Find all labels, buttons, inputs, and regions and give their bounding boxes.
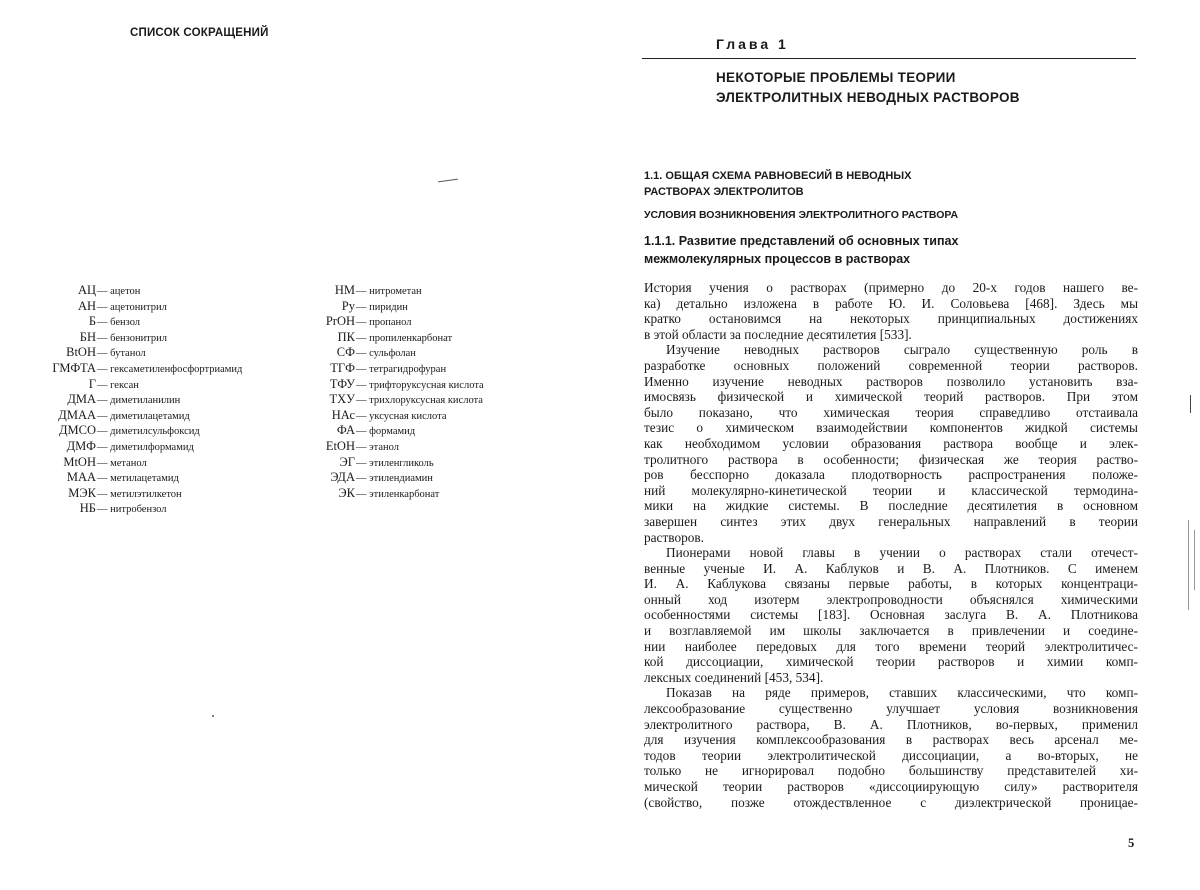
abbreviation-key: BtOH — [66, 345, 96, 360]
abbreviation-definition: — уксусная кислота — [356, 410, 447, 422]
abbreviation-row — [20, 486, 242, 502]
text-line: лексных соединений [453, 534]. — [644, 669, 824, 685]
abbreviation-key: Ру — [341, 298, 355, 313]
abbreviation-key: ЭК — [338, 485, 355, 500]
text-line: Изучение неводных растворов сыграло существенную роль в — [666, 342, 1138, 358]
abbreviation-definition: — бутанол — [97, 348, 146, 360]
abbreviation-row — [20, 408, 242, 424]
abbreviation-row — [20, 423, 242, 439]
text-line: электролитного раствора, В. А. Плотников, во-первых, применил — [644, 716, 1138, 732]
abbreviation-definition: — бензол — [97, 317, 141, 329]
section-title-line: 1.1. ОБЩАЯ СХЕМА РАВНОВЕСИЙ В НЕВОДНЫХ — [644, 170, 912, 182]
abbreviation-key: ТФУ — [329, 376, 355, 391]
text-line: растворов. — [644, 529, 704, 545]
abbreviation-row — [300, 299, 484, 315]
abbreviation-key: ТХУ — [329, 392, 355, 407]
abbreviation-definition: — диметилсульфоксид — [97, 426, 200, 438]
abbreviation-row — [20, 455, 242, 471]
abbreviation-key: БН — [79, 329, 96, 344]
abbreviation-key: ТГФ — [330, 360, 355, 375]
text-line: ров бесспорно доказала плодотворность распространения положе- — [644, 467, 1138, 483]
abbreviation-key: ЭГ — [339, 454, 355, 469]
text-line: Именно изучение неводных растворов позволило установить вза- — [644, 373, 1138, 389]
abbreviations-column-2 — [300, 283, 484, 501]
abbreviation-definition: — ацетонитрил — [97, 301, 167, 313]
abbreviation-row — [20, 345, 242, 361]
abbreviation-definition: — бензонитрил — [97, 332, 168, 344]
abbreviation-key: НАс — [331, 407, 355, 422]
abbreviation-definition: — пропиленкарбонат — [356, 332, 453, 344]
abbreviation-row — [300, 330, 484, 346]
text-line: венные ученые И. А. Каблуков и В. А. Плотников. С именем — [644, 560, 1138, 576]
margin-mark — [1188, 520, 1189, 610]
section-title — [644, 168, 911, 200]
text-line: тролитного раствора в особенности; физическая же теория раство- — [644, 451, 1138, 467]
abbreviation-row — [20, 314, 242, 330]
abbreviation-row — [300, 439, 484, 455]
abbreviation-definition: — нитрометан — [356, 286, 422, 297]
abbreviation-definition: — пиридин — [356, 301, 408, 313]
text-line: онный ход изотерм электропроводности объяснялся химическими — [644, 591, 1138, 607]
abbreviation-definition: — метилацетамид — [97, 473, 179, 485]
text-line: разработке основных положений современной теории растворов. — [644, 357, 1138, 373]
abbreviation-row — [20, 299, 242, 315]
abbreviation-row — [300, 408, 484, 424]
abbreviation-definition: — сульфолан — [356, 348, 416, 360]
text-line: особенностями системы [183]. Основная заслуга В. А. Плотникова — [644, 607, 1138, 623]
margin-mark — [1190, 395, 1191, 413]
right-page — [600, 0, 1200, 890]
abbreviation-definition: — ацетон — [97, 286, 141, 297]
abbreviation-row — [20, 501, 242, 517]
text-line: (свойство, позже отождествленное с диэлектрической проницае- — [644, 794, 1138, 810]
abbreviation-definition: — гексан — [97, 379, 139, 391]
subsubsection-title-line: 1.1.1. Развитие представлений об основных типах — [644, 234, 959, 248]
abbreviation-row — [300, 361, 484, 377]
abbreviation-key: НМ — [334, 283, 355, 297]
text-line: История учения о растворах (примерно до 20-х годов нашего ве- — [644, 280, 1138, 295]
abbreviation-definition: — пропанол — [356, 317, 412, 329]
abbreviation-key: АН — [77, 298, 96, 313]
abbreviation-row — [300, 486, 484, 502]
page-number: 5 — [1128, 836, 1135, 850]
text-line: лексообразование существенно улучшает условия возникновения — [644, 701, 1138, 717]
abbreviation-key: PrOH — [325, 314, 355, 329]
abbreviation-key: АЦ — [77, 283, 96, 297]
text-line: нии наиболее передовых для того времени теорий электролитичес- — [644, 638, 1138, 654]
subsubsection-title — [644, 232, 958, 268]
header-rule — [642, 58, 1136, 59]
abbreviation-row — [300, 377, 484, 393]
abbreviation-key: ДМА — [67, 392, 96, 407]
text-line: ний молекулярно-кинетической теории и классической термодина- — [644, 482, 1138, 498]
text-line: имосвязь физической и химической теорий растворов. При этом — [644, 389, 1138, 405]
abbreviations-column-1 — [20, 283, 242, 517]
abbreviation-key: СФ — [336, 345, 355, 360]
abbreviation-definition: — диметилацетамид — [97, 410, 190, 422]
text-line: для изучения комплексообразования в растворах весь арсенал ме- — [644, 732, 1138, 748]
text-line: мической теории растворов «диссоциирующую силу» растворителя — [644, 779, 1138, 794]
text-line: и возглавляемой им школы заключается в привлечении и соедине- — [644, 623, 1138, 639]
abbreviation-key: ЭДА — [330, 470, 355, 485]
abbreviation-row — [20, 361, 242, 377]
text-line: ка) детально изложена в работе Ю. И. Соловьева [468]. Здесь мы — [644, 295, 1138, 311]
text-line: как необходимом условии образования раствора вообще и элек- — [644, 435, 1138, 451]
abbreviation-key: EtOH — [325, 438, 355, 453]
abbreviation-key: ПК — [337, 329, 355, 344]
text-line: Показав на ряде примеров, ставших классическими, что комп- — [666, 685, 1138, 701]
abbreviation-definition: — нитробензол — [97, 504, 167, 516]
chapter-title-line: НЕКОТОРЫЕ ПРОБЛЕМЫ ТЕОРИИ — [716, 70, 956, 85]
abbreviation-definition: — этилендиамин — [356, 473, 433, 485]
abbreviation-definition: — этиленгликоль — [356, 457, 434, 469]
abbreviation-key: ДМСО — [58, 423, 96, 438]
abbreviation-row — [20, 392, 242, 408]
abbreviation-row — [300, 283, 484, 299]
abbreviation-row — [300, 392, 484, 408]
text-line: завершен синтез этих двух генеральных направлений в теории — [644, 513, 1138, 529]
abbreviation-row — [300, 345, 484, 361]
abbreviation-definition: — метилэтилкетон — [97, 488, 182, 500]
abbreviation-row — [300, 455, 484, 471]
abbreviation-key: ФА — [336, 423, 355, 438]
abbreviation-definition: — трихлоруксусная кислота — [356, 395, 483, 407]
abbreviation-key: МАА — [66, 470, 96, 485]
abbreviation-row — [20, 377, 242, 393]
stray-dot — [212, 715, 214, 717]
text-line: тезис о химическом взаимодействии компонентов жидкой системы — [644, 420, 1138, 436]
text-line: И. А. Каблукова связаны первые работы, в которых концентраци- — [644, 576, 1138, 592]
section-title-line: РАСТВОРАХ ЭЛЕКТРОЛИТОВ — [644, 186, 804, 198]
abbreviation-row — [300, 470, 484, 486]
text-line: кратко остановимся на некоторых принципиальных достижениях — [644, 311, 1138, 327]
subsubsection-title-line: межмолекулярных процессов в растворах — [644, 252, 911, 266]
text-line: только не игнорировал подобно большинству представителей хи- — [644, 763, 1138, 779]
stray-mark — [438, 179, 458, 183]
abbreviation-key: Б — [88, 314, 96, 329]
margin-mark — [1194, 530, 1195, 590]
text-line: тодов теории электролитической диссоциации, а во-вторых, не — [644, 747, 1138, 763]
text-line: мики на жидкие системы. В последние десятилетия в основном — [644, 498, 1138, 514]
abbreviation-definition: — формамид — [356, 426, 416, 438]
chapter-title — [716, 68, 1020, 108]
text-line: Пионерами новой главы в учении о растворах стали отечест- — [666, 545, 1138, 561]
abbreviation-definition: — диметилформамид — [97, 441, 194, 453]
text-line: в этой области за последние десятилетия [533]. — [644, 326, 912, 342]
abbreviation-definition: — метанол — [97, 457, 147, 469]
abbreviation-key: MtOH — [63, 454, 96, 469]
abbreviation-definition: — этиленкарбонат — [356, 488, 440, 500]
abbreviation-key: Г — [88, 376, 96, 391]
abbreviation-definition: — диметиланилин — [97, 395, 181, 407]
abbreviation-row — [20, 330, 242, 346]
abbreviation-row — [20, 439, 242, 455]
abbreviation-row — [300, 314, 484, 330]
abbreviation-definition: — гексаметиленфосфортриамид — [97, 363, 243, 375]
abbreviation-key: ДМФ — [66, 438, 96, 453]
abbreviation-definition: — этанол — [356, 441, 399, 453]
abbreviations-title: СПИСОК СОКРАЩЕНИЙ — [130, 27, 269, 39]
text-line: было показано, что химическая теория справедливо отстаивала — [644, 404, 1138, 420]
abbreviation-definition: — трифторуксусная кислота — [356, 379, 484, 391]
body-text — [644, 280, 1138, 810]
abbreviation-row — [300, 423, 484, 439]
abbreviation-definition: — тетрагидрофуран — [356, 363, 447, 375]
abbreviation-row — [20, 470, 242, 486]
subsection-title: УСЛОВИЯ ВОЗНИКНОВЕНИЯ ЭЛЕКТРОЛИТНОГО РАСТВОРА — [644, 209, 959, 221]
abbreviation-key: НБ — [79, 501, 96, 516]
chapter-title-line: ЭЛЕКТРОЛИТНЫХ НЕВОДНЫХ РАСТВОРОВ — [716, 90, 1020, 105]
abbreviation-key: МЭК — [68, 485, 96, 500]
text-line: кой диссоциации, химической теории растворов и химии комп- — [644, 654, 1138, 670]
abbreviation-key: ГМФТА — [52, 360, 96, 375]
chapter-label: Глава 1 — [716, 36, 789, 52]
abbreviation-row — [20, 283, 242, 299]
abbreviation-key: ДМАА — [58, 407, 96, 422]
